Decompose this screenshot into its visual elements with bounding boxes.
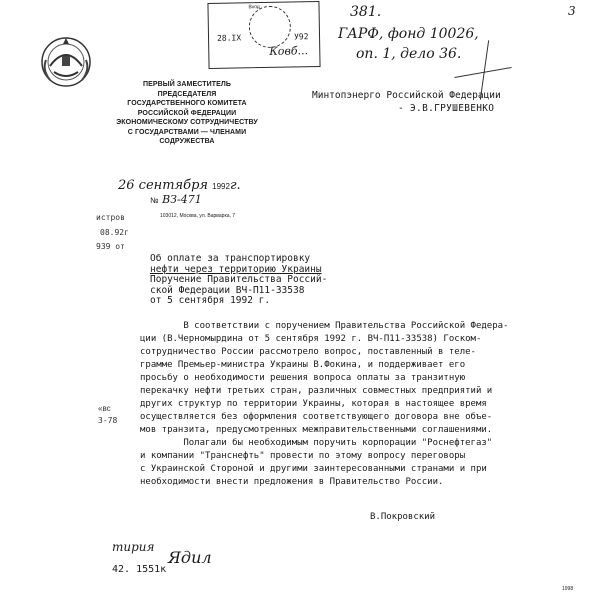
org-line: ГОСУДАРСТВЕННОГО КОМИТЕТА (127, 100, 247, 107)
handwritten-signature: Ядил (168, 548, 212, 567)
body-line: Полагали бы необходимым поручить корпорации "Роснефтегаз" (140, 438, 493, 448)
body-line: В соответствии с поручением Правительства Российской Федера- (140, 321, 509, 331)
body-line: мов транзита, предусмотренных межправительственными соглашениями. (140, 425, 493, 435)
body-line: и компании "Транснефть" провести по этому вопросу переговоры (140, 451, 466, 461)
date-suffix: г. (229, 178, 241, 193)
edge-fragment: 08.92г (100, 228, 129, 237)
body-line: сотрудничество России рассмотрело вопрос, поставленный в теле- (140, 347, 476, 357)
subject-line: ской Федерации ВЧ-П11-33538 (150, 284, 305, 296)
letter-subject (150, 254, 390, 307)
body-line: необходимости внести предложения в Правительство России. (140, 477, 444, 487)
sender-address: 103012, Москва, ул. Варварка, 7 (160, 213, 236, 219)
registration-stamp (207, 1, 320, 69)
letter-date (118, 178, 241, 193)
body-line: перекачку нефти третьих стран, различных совместных предприятий и (140, 386, 493, 396)
stamp-top-label: Вход (248, 4, 260, 11)
letter-number (150, 193, 202, 206)
date-year: 1992 (212, 182, 230, 191)
subject-line: от 5 сентября 1992 г. (150, 295, 271, 306)
org-line: СОДРУЖЕСТВА (159, 138, 215, 145)
state-emblem-icon (36, 30, 96, 90)
page-number: 3 (568, 4, 576, 18)
edge-fragment: 3-78 (98, 416, 118, 425)
stamp-date: 28.IX (216, 33, 242, 43)
signatory-name: В.Покровский (370, 512, 436, 522)
stamp-signature: Ковб... (269, 44, 309, 58)
edge-fragment: «вс (98, 404, 111, 413)
edge-fragment: истров (96, 213, 125, 222)
body-line: просьбу о необходимости решения вопроса оплаты за транзитную (140, 373, 466, 383)
date-handwritten: 26 сентября (118, 178, 209, 193)
subject-line: Поручение Правительства Россий- (150, 274, 328, 285)
sender-organization-block (112, 80, 262, 147)
body-line: осуществляется без оформления соответствующего договора вне объе- (140, 412, 493, 422)
subject-line: нефти через территорию Украины (150, 263, 322, 275)
body-line: ции (В.Черномырдина от 5 сентября 1992 г. ВЧ-П11-33538) Госком- (140, 334, 482, 344)
org-line: ЭКОНОМИЧЕСКОМУ СОТРУДНИЧЕСТВУ (116, 119, 258, 126)
addressee-name: - Э.В.ГРУШЕВЕНКО (398, 103, 495, 114)
handwritten-note: тирия (112, 540, 155, 554)
document-code: 42. 1551к (112, 564, 167, 575)
archive-reference-line: оп. 1, дело 36. (356, 46, 462, 62)
body-line: грамме Премьер-министра Украины В.Фокина, и поддерживает его (140, 360, 466, 370)
org-line: ПЕРВЫЙ ЗАМЕСТИТЕЛЬ (142, 81, 232, 88)
archive-number: 381. (350, 4, 382, 20)
archive-reference-line: ГАРФ, фонд 10026, (338, 26, 479, 42)
edge-fragment: 939 от (96, 242, 125, 251)
number-handwritten: ВЗ-471 (162, 193, 202, 206)
stamp-year: У92 (293, 32, 309, 42)
stamp-seal-icon (248, 6, 291, 49)
org-line: РОССИЙСКОЙ ФЕДЕРАЦИИ (137, 109, 237, 117)
body-line: других структур по территории Украины, которая в настоящее время (140, 399, 487, 409)
corner-code: 1998 (562, 586, 574, 592)
letter-body (140, 320, 510, 489)
subject-line: Об оплате за транспортировку (150, 253, 311, 264)
org-line: С ГОСУДАРСТВАМИ — ЧЛЕНАМИ (127, 128, 247, 136)
body-line: с Украинской Стороной и другими заинтересованными странами и при (140, 464, 487, 474)
addressee-organization: Минтопэнерго Российской Федерации (312, 90, 501, 101)
org-line: ПРЕДСЕДАТЕЛЯ (157, 90, 217, 98)
number-symbol: № (150, 196, 159, 205)
